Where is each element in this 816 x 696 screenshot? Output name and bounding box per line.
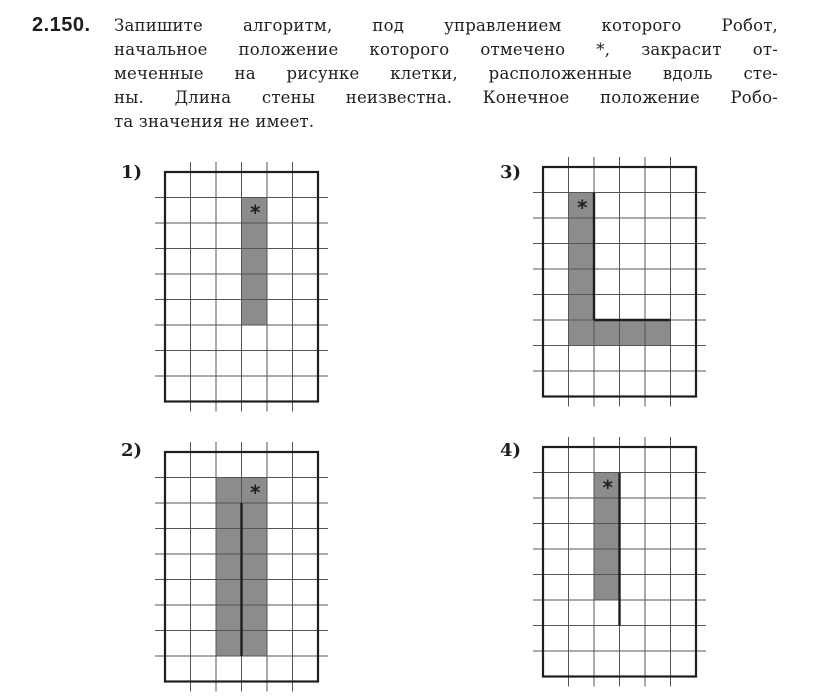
- shaded-cell: [594, 549, 620, 575]
- shaded-cell: [242, 300, 268, 326]
- shaded-cell: [645, 320, 671, 346]
- figure-3-label: 3): [500, 162, 522, 183]
- problem-text-line: та значения не имеет.: [114, 112, 315, 131]
- shaded-cell: [216, 503, 242, 529]
- figure-2-label: 2): [121, 440, 143, 461]
- shaded-cell: [216, 631, 242, 657]
- figure-4-label: 4): [500, 440, 522, 461]
- shaded-cell: [216, 580, 242, 606]
- shaded-cell: [242, 631, 268, 657]
- shaded-cell: [569, 218, 595, 244]
- problem-number: 2.150.: [32, 14, 91, 36]
- shaded-cell: [242, 605, 268, 631]
- shaded-cell: [242, 529, 268, 555]
- figure-2-grid: [150, 440, 340, 690]
- shaded-cell: [242, 580, 268, 606]
- shaded-cell: [594, 524, 620, 550]
- shaded-cell: [242, 249, 268, 275]
- robot-start-marker: *: [577, 195, 588, 220]
- shaded-cell: [569, 269, 595, 295]
- problem-statement: [114, 14, 778, 134]
- problem-text-line: начальное положение которого отмечено *, закрасит от-: [114, 40, 778, 59]
- robot-start-marker: *: [250, 200, 261, 225]
- problem-text-line: ны. Длина стены неизвестна. Конечное положение Робо-: [114, 88, 778, 107]
- shaded-cell: [242, 554, 268, 580]
- shaded-cell: [242, 503, 268, 529]
- shaded-cell: [216, 529, 242, 555]
- problem-text-line: меченные на рисунке клетки, расположенные вдоль сте-: [114, 64, 778, 83]
- figure-3-grid: [528, 155, 718, 405]
- shaded-cell: [569, 244, 595, 270]
- figure-1-label: 1): [121, 162, 143, 183]
- robot-start-marker: *: [250, 480, 261, 505]
- figure-4-grid: [528, 435, 718, 685]
- shaded-cell: [569, 320, 595, 346]
- shaded-cell: [620, 320, 646, 346]
- shaded-cell: [242, 274, 268, 300]
- shaded-cell: [216, 478, 242, 504]
- figure-1-grid: [150, 160, 340, 410]
- shaded-cell: [242, 223, 268, 249]
- shaded-cell: [569, 295, 595, 321]
- shaded-cell: [594, 320, 620, 346]
- shaded-cell: [594, 575, 620, 601]
- shaded-cell: [594, 498, 620, 524]
- shaded-cell: [216, 554, 242, 580]
- robot-start-marker: *: [602, 475, 613, 500]
- shaded-cell: [216, 605, 242, 631]
- problem-text-line: Запишите алгоритм, под управлением которого Робот,: [114, 16, 778, 35]
